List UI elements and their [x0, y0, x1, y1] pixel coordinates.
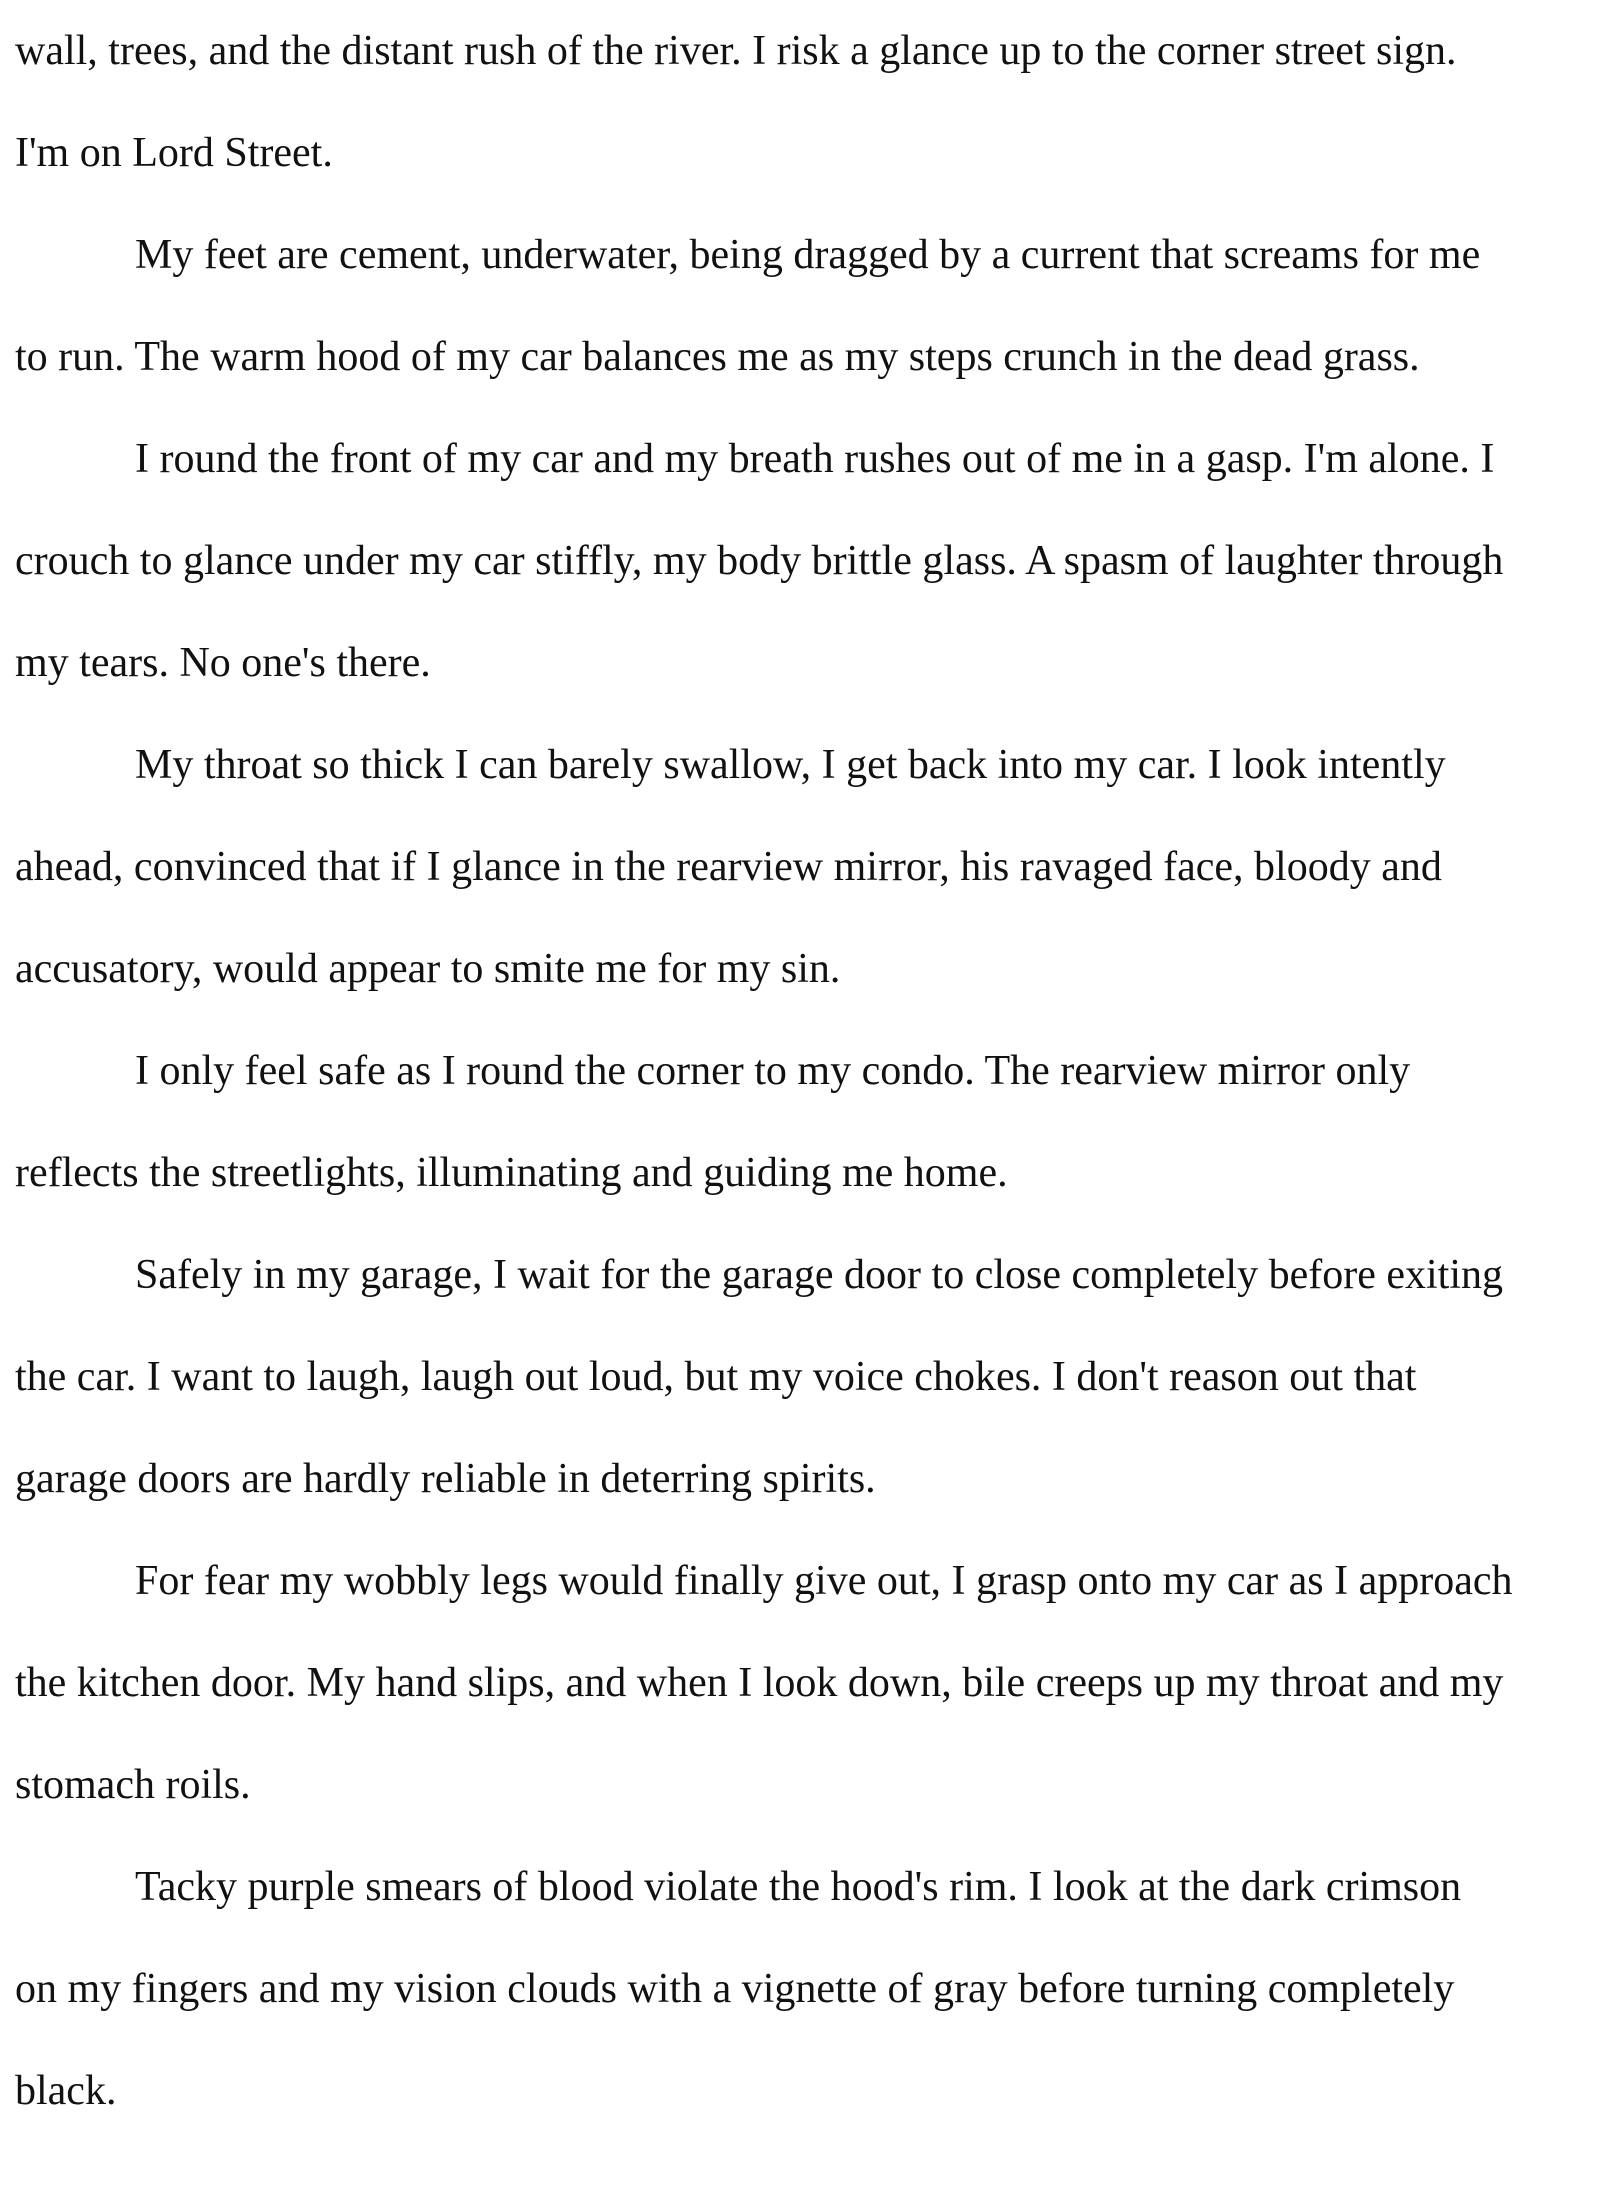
- text-line: For fear my wobbly legs would finally give out, I grasp onto my car as I approach: [135, 1558, 1513, 1604]
- text-line: Tacky purple smears of blood violate the hood's rim. I look at the dark crimson: [135, 1864, 1462, 1910]
- paragraph-1: [15, 0, 1575, 204]
- paragraph-4: [15, 714, 1575, 1020]
- paragraph-2: [15, 204, 1575, 408]
- text-line: I'm on Lord Street.: [15, 130, 333, 176]
- text-line: wall, trees, and the distant rush of the river. I risk a glance up to the corner street sign.: [15, 28, 1457, 74]
- document-page: [15, 0, 1575, 2200]
- text-line: the car. I want to laugh, laugh out loud, but my voice chokes. I don't reason out that: [15, 1354, 1417, 1400]
- text-line: Safely in my garage, I wait for the garage door to close completely before exiting: [135, 1252, 1503, 1298]
- text-line: reflects the streetlights, illuminating and guiding me home.: [15, 1150, 1008, 1196]
- text-line: I only feel safe as I round the corner to my condo. The rearview mirror only: [135, 1048, 1411, 1094]
- text-line: on my fingers and my vision clouds with a vignette of gray before turning completely: [15, 1966, 1455, 2012]
- text-line: my tears. No one's there.: [15, 640, 431, 686]
- text-line: garage doors are hardly reliable in deterring spirits.: [15, 1456, 876, 1502]
- text-line: accusatory, would appear to smite me for my sin.: [15, 946, 841, 992]
- text-line: stomach roils.: [15, 1762, 251, 1808]
- paragraph-5: [15, 1020, 1575, 1224]
- paragraph-6: [15, 1224, 1575, 1530]
- text-line: to run. The warm hood of my car balances me as my steps crunch in the dead grass.: [15, 334, 1420, 380]
- text-line: the kitchen door. My hand slips, and when I look down, bile creeps up my throat and my: [15, 1660, 1504, 1706]
- paragraph-8: [15, 1836, 1575, 2142]
- paragraph-3: [15, 408, 1575, 714]
- text-line: I round the front of my car and my breath rushes out of me in a gasp. I'm alone. I: [135, 436, 1495, 482]
- text-line: ahead, convinced that if I glance in the rearview mirror, his ravaged face, bloody and: [15, 844, 1442, 890]
- text-line: crouch to glance under my car stiffly, my body brittle glass. A spasm of laughter through: [15, 538, 1504, 584]
- text-line: My feet are cement, underwater, being dragged by a current that screams for me: [135, 232, 1481, 278]
- paragraph-7: [15, 1530, 1575, 1836]
- text-line: black.: [15, 2068, 117, 2114]
- text-line: My throat so thick I can barely swallow, I get back into my car. I look intently: [135, 742, 1446, 788]
